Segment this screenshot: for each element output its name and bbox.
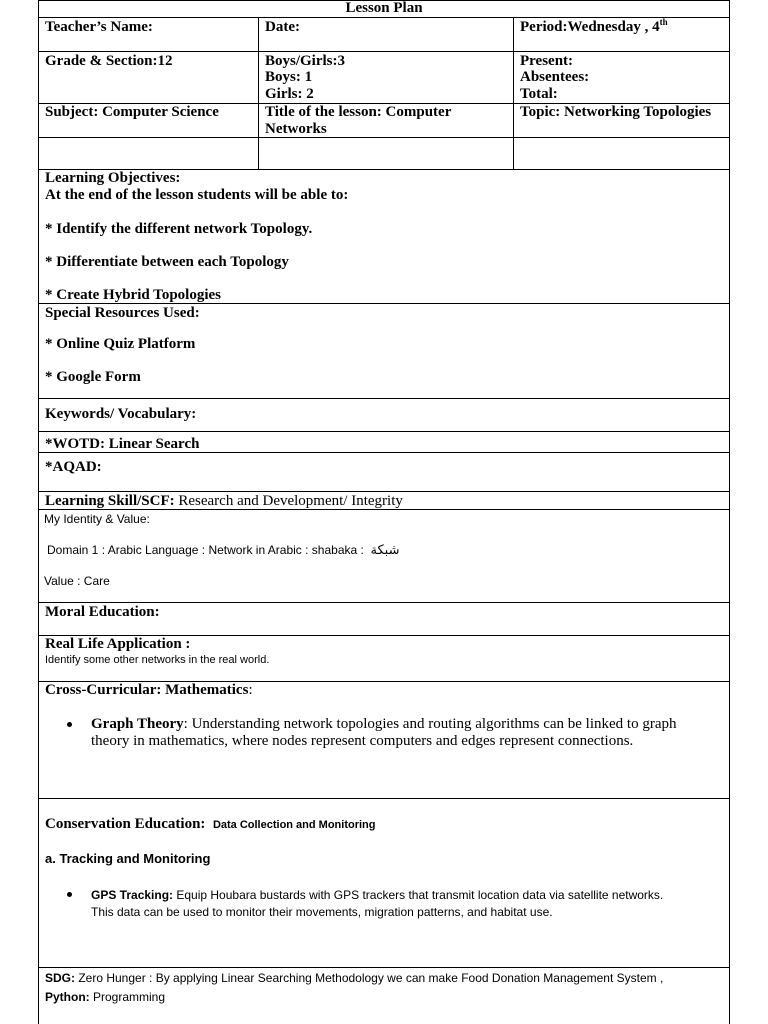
table-border — [38, 452, 730, 453]
table-border — [38, 491, 730, 492]
conservation-subheading: a. Tracking and Monitoring — [45, 851, 211, 866]
arabic-word: شبكة — [370, 542, 400, 557]
aqad-label: *AQAD: — [45, 459, 102, 475]
column-divider — [258, 17, 259, 169]
conservation-bullet: GPS Tracking: Equip Houbara bustards with GPS trackers that transmit location data via satellite networks. — [91, 888, 664, 902]
objective-item: * Create Hybrid Topologies — [45, 287, 221, 303]
topic-label: Topic: Networking Topologies — [520, 104, 712, 120]
objective-item: * Identify the different network Topology. — [45, 221, 313, 237]
conservation-heading: Conservation Education: Data Collection and Monitoring — [45, 816, 376, 832]
learning-skill-row: Learning Skill/SCF: Research and Development/ Integrity — [45, 493, 403, 509]
moral-heading: Moral Education: — [45, 604, 160, 620]
teacher-name-label: Teacher’s Name: — [45, 19, 153, 35]
objectives-heading: Learning Objectives: — [45, 170, 181, 186]
objectives-intro: At the end of the lesson students will be able to: — [45, 187, 349, 203]
sdg-row: SDG: Zero Hunger : By applying Linear Searching Methodology we can make Food Donation Management System , — [45, 971, 664, 985]
present-label: Present: — [520, 53, 574, 69]
table-border — [38, 967, 730, 968]
bullet-icon — [67, 892, 72, 897]
column-divider — [513, 17, 514, 169]
lesson-title-line2: Networks — [265, 121, 327, 137]
table-border — [38, 17, 730, 18]
wotd-label: *WOTD: Linear Search — [45, 436, 200, 452]
grade-section-label: Grade & Section:12 — [45, 53, 173, 69]
table-border — [38, 509, 730, 510]
bullet-icon — [67, 722, 72, 727]
boys-girls-label: Boys/Girls:3 — [265, 53, 346, 69]
subject-label: Subject: Computer Science — [45, 104, 219, 120]
table-border — [38, 137, 730, 138]
table-border — [38, 303, 730, 304]
table-border — [38, 51, 730, 52]
resources-heading: Special Resources Used: — [45, 305, 200, 321]
total-label: Total: — [520, 86, 558, 102]
cross-curricular-bullet: Graph Theory: Understanding network topologies and routing algorithms can be linked to graph — [91, 716, 677, 732]
table-border — [38, 798, 730, 799]
identity-domain: Domain 1 : Arabic Language : Network in Arabic : shabaka : شبكة — [47, 542, 400, 557]
keywords-heading: Keywords/ Vocabulary: — [45, 406, 197, 422]
resource-item: * Google Form — [45, 369, 141, 385]
objective-item: * Differentiate between each Topology — [45, 254, 289, 270]
boys-count-label: Boys: 1 — [265, 69, 313, 85]
period-label: Period:Wednesday , 4th — [520, 17, 668, 35]
absentees-label: Absentees: — [520, 69, 590, 85]
date-label: Date: — [265, 19, 300, 35]
cross-curricular-heading: Cross-Curricular: Mathematics: — [45, 682, 253, 698]
python-row: Python: Programming — [45, 990, 166, 1004]
girls-count-label: Girls: 2 — [265, 86, 314, 102]
cross-curricular-bullet-cont: theory in mathematics, where nodes represent computers and edges represent connections. — [91, 733, 634, 749]
lesson-title-line1: Title of the lesson: Computer — [265, 104, 452, 120]
identity-heading: My Identity & Value: — [44, 512, 150, 526]
table-border — [38, 602, 730, 603]
real-life-text: Identify some other networks in the real world. — [45, 654, 270, 666]
identity-value: Value : Care — [44, 574, 110, 588]
resource-item: * Online Quiz Platform — [45, 336, 196, 352]
table-border — [38, 431, 730, 432]
page-title: Lesson Plan — [345, 0, 423, 16]
conservation-bullet-cont: This data can be used to monitor their movements, migration patterns, and habitat use. — [91, 905, 553, 919]
real-life-heading: Real Life Application : — [45, 636, 191, 652]
table-border — [38, 398, 730, 399]
